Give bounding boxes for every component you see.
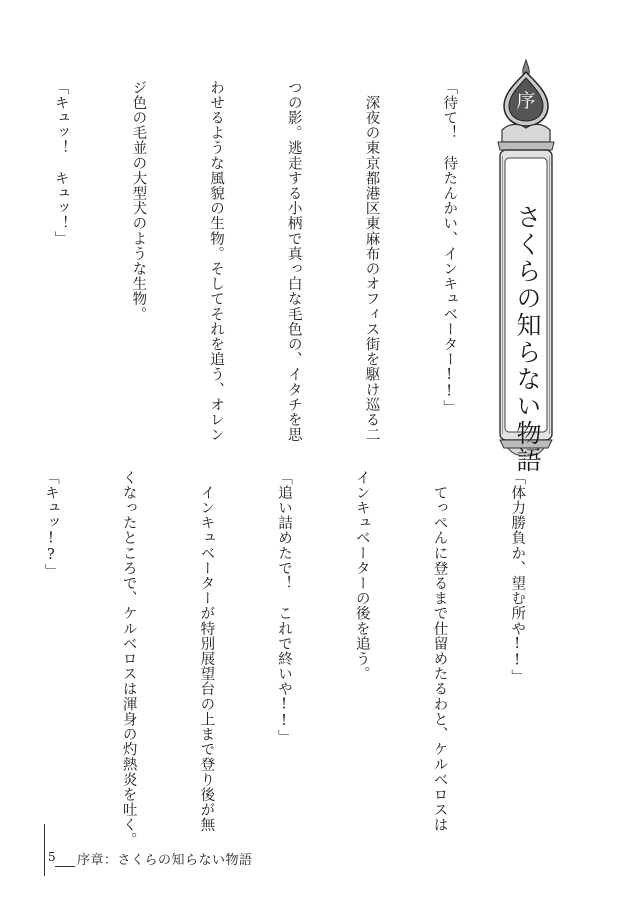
chapter-title: さくらの知らない物語 (513, 204, 542, 474)
body-text-bottom (42, 470, 581, 848)
running-header: 序章：さくらの知らない物語 (77, 853, 253, 868)
text-line: インキュベーターの後を追う。 (353, 470, 370, 682)
text-line: ジ色の毛並の大型犬のような生物。 (130, 80, 147, 322)
body-text-top (52, 80, 513, 443)
text-line: 「キュッ！ キュッ！」 (52, 80, 69, 247)
page-number-underline (55, 866, 75, 867)
text-line: わせるような風貌の生物。そしてそれを追う、オレン (208, 80, 225, 443)
text-line: 「追い詰めたで！ これで終いや!!」 (276, 470, 293, 745)
chapter-mark: 序 (516, 90, 536, 112)
text-line: 深夜の東京都港区東麻布のオフィス街を駆け巡る二 (363, 80, 380, 443)
text-line: インキュベーターが特別展望台の上まで登り後が無 (198, 470, 215, 833)
text-line: てっぺんに登るまで仕留めたるわと、ケルベロスは (431, 470, 448, 833)
footer-divider (44, 824, 45, 876)
text-line: くなったところで、ケルベロスは渾身の灼熱炎を吐く。 (120, 470, 137, 848)
page-number: 5 (48, 850, 56, 864)
text-line: つの影。逃走する小柄で真っ白な毛色の、イタチを思 (285, 80, 302, 443)
text-line: 「体力勝負か、望む所や!!」 (509, 470, 526, 685)
text-line: 「待て！ 待たんかい、インキュベーター!!」 (441, 80, 458, 416)
text-line: 「キュッ!?」 (42, 470, 59, 579)
